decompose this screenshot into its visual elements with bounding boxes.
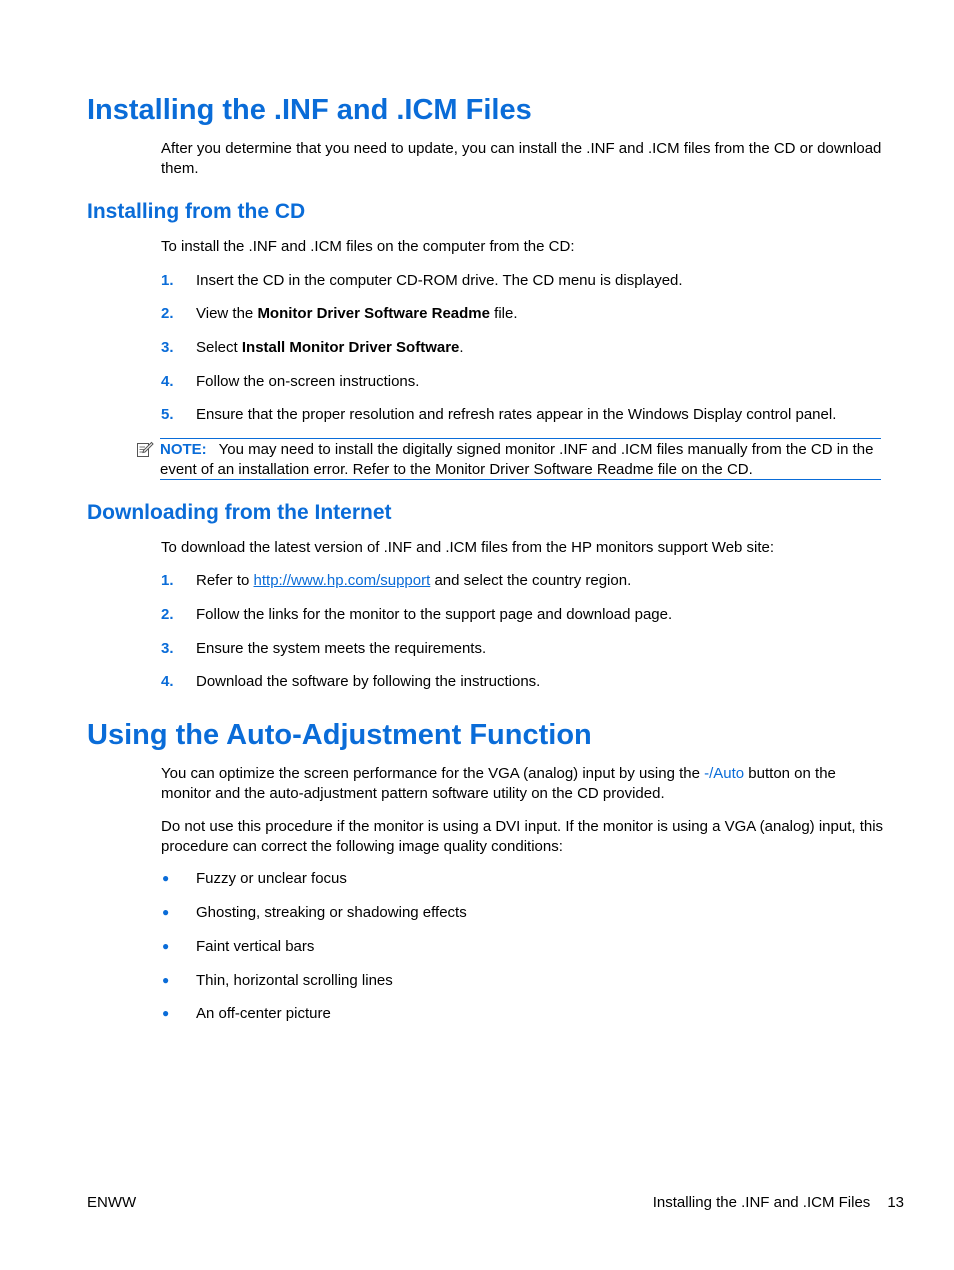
section-title-auto-adjustment: Using the Auto-Adjustment Function <box>87 719 592 751</box>
dvi-paragraph: Do not use this procedure if the monitor is using a DVI input. If the monitor is using a VGA (analog) input, this procedure can correct the following image quality conditions: <box>161 818 884 855</box>
hp-support-link[interactable]: http://www.hp.com/support <box>253 572 431 589</box>
step-text: Follow the links for the monitor to the support page and download page. <box>196 606 673 623</box>
bullet-icon: ● <box>162 1006 170 1020</box>
bullet-icon: ● <box>162 905 170 919</box>
step-text: Follow the on-screen instructions. <box>196 373 420 390</box>
footer-right <box>653 1193 904 1213</box>
page-title: Installing the .INF and .ICM Files <box>87 94 532 126</box>
note-pencil-icon <box>136 441 154 459</box>
section-intro: After you determine that you need to update, you can install the .INF and .ICM files from the CD or download them. <box>161 140 882 177</box>
auto-adjust-paragraph: You can optimize the screen performance for the VGA (analog) input by using the -/Auto button on the monitor and the auto-adjustment pattern software utility on the CD provided. <box>161 765 836 802</box>
step-text: Ensure that the proper resolution and refresh rates appear in the Windows Display control panel. <box>196 406 837 423</box>
bullet-icon: ● <box>162 939 170 953</box>
list-item <box>161 405 886 425</box>
list-item <box>161 672 886 692</box>
step-number: 2. <box>161 606 174 623</box>
step-number: 4. <box>161 673 174 690</box>
bullet-text: Thin, horizontal scrolling lines <box>196 972 393 989</box>
step-text: Select Install Monitor Driver Software. <box>196 339 464 356</box>
heading-downloading-from-internet: Downloading from the Internet <box>87 501 392 524</box>
list-item <box>161 869 886 889</box>
step-number: 1. <box>161 572 174 589</box>
bullet-text: An off-center picture <box>196 1005 331 1022</box>
step-number: 4. <box>161 373 174 390</box>
heading-installing-from-cd: Installing from the CD <box>87 200 306 223</box>
list-item <box>161 304 886 324</box>
step-text: Ensure the system meets the requirements. <box>196 640 487 657</box>
step-text: Insert the CD in the computer CD-ROM drive. The CD menu is displayed. <box>196 272 683 289</box>
step-text: Download the software by following the instructions. <box>196 673 541 690</box>
list-item <box>161 605 886 625</box>
list-item <box>161 372 886 392</box>
list-item <box>161 1004 886 1024</box>
bullet-text: Ghosting, streaking or shadowing effects <box>196 904 467 921</box>
note-text: NOTE: You may need to install the digitally signed monitor .INF and .ICM files manually from the CD in the event of an installation error. Refer to the Monitor Driver Software Readme file on the CD. <box>160 441 874 478</box>
internet-intro: To download the latest version of .INF and .ICM files from the HP monitors support Web site: <box>161 539 775 556</box>
bullet-text: Fuzzy or unclear focus <box>196 870 347 887</box>
list-item <box>161 271 886 291</box>
readme-file-name: Monitor Driver Software Readme <box>257 305 490 322</box>
bullet-text: Faint vertical bars <box>196 938 315 955</box>
list-item <box>161 903 886 923</box>
list-item <box>161 971 886 991</box>
bullet-icon: ● <box>162 871 170 885</box>
footer-left: ENWW <box>87 1194 137 1211</box>
cd-intro: To install the .INF and .ICM files on the computer from the CD: <box>161 238 575 255</box>
install-option-name: Install Monitor Driver Software <box>241 339 460 356</box>
list-item <box>161 338 886 358</box>
step-number: 3. <box>161 339 174 356</box>
page-number: 13 <box>887 1194 904 1211</box>
step-number: 5. <box>161 406 174 423</box>
note-box <box>160 438 881 480</box>
note-label: NOTE: <box>160 441 207 458</box>
step-text: View the Monitor Driver Software Readme file. <box>196 305 518 322</box>
bullet-icon: ● <box>162 973 170 987</box>
list-item <box>161 571 886 591</box>
list-item <box>161 937 886 957</box>
step-number: 2. <box>161 305 174 322</box>
step-text: Refer to http://www.hp.com/support and select the country region. <box>196 572 632 589</box>
list-item <box>161 639 886 659</box>
footer-chapter-title: Installing the .INF and .ICM Files <box>652 1194 871 1211</box>
step-number: 3. <box>161 640 174 657</box>
step-number: 1. <box>161 272 174 289</box>
auto-button-label: -/Auto <box>704 765 745 782</box>
